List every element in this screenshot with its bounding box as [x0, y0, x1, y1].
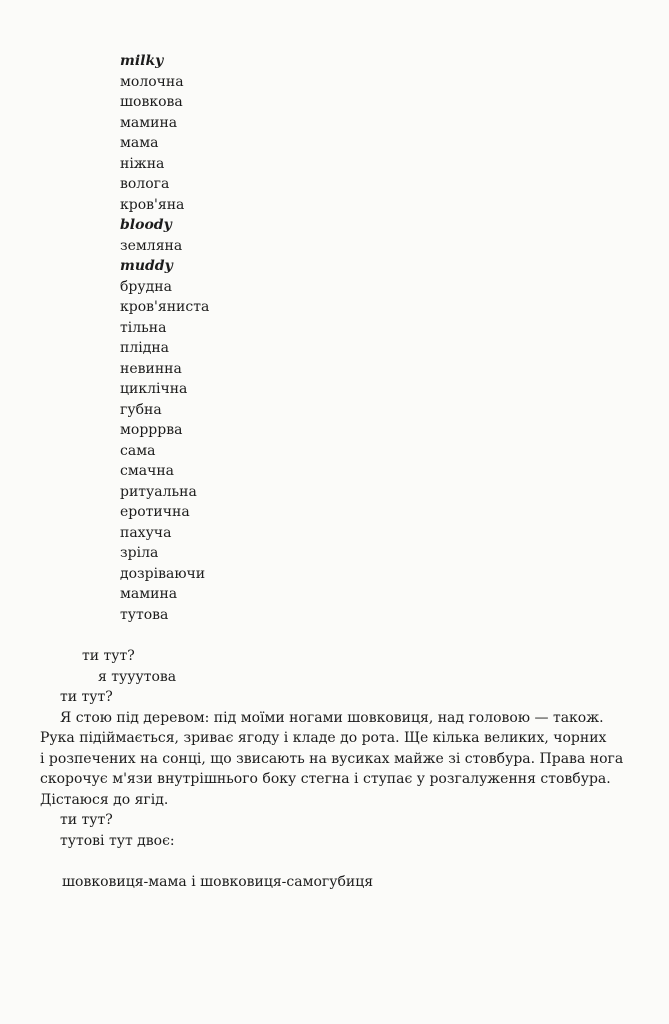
paragraph-line-2: Рука підіймається, зриває ягоду і кладе до рота. Ще кілька великих, чорних [40, 730, 607, 746]
list-item-word: тільна [120, 319, 167, 336]
list-item-word: сама [120, 442, 156, 459]
list-item-word: bloody [120, 217, 172, 233]
list-item-word: смачна [120, 463, 175, 479]
list-item-word: дозріваючи [120, 565, 206, 582]
dialog-question-2: ти тут? [60, 689, 113, 705]
paragraph-line-4: скорочує м'язи внутрішнього боку стегна і ступає у розгалуження стовбура. [40, 771, 611, 787]
list-item-word: кров'яна [120, 196, 185, 213]
closing-line: шовковиця-мама і шовковиця-самогубиця [62, 874, 374, 890]
list-item-word: зріла [120, 545, 159, 561]
dialog-question-3: ти тут? [60, 812, 113, 828]
list-item-word: морррва [120, 422, 183, 438]
paragraph-line-3: і розпечених на сонці, що звисають на вусиках майже зі стовбура. Права нога [40, 750, 624, 767]
list-item-word: плідна [120, 340, 169, 356]
list-item-word: ніжна [120, 155, 165, 172]
list-item-word: циклічна [120, 381, 188, 397]
list-item-word: мамина [120, 114, 178, 131]
list-item-word: кров'яниста [120, 299, 210, 315]
list-item-word: волога [120, 176, 170, 192]
dialog-question-1: ти тут? [82, 648, 135, 664]
list-item-word: молочна [120, 73, 184, 90]
list-item-word: мама [120, 135, 159, 151]
list-item-word: невинна [120, 360, 182, 377]
list-item-word: ритуальна [120, 483, 197, 500]
list-item-word: пахуча [120, 524, 172, 541]
paragraph-line-1: Я стою під деревом: під моїми ногами шовковиця, над головою — також. [60, 709, 604, 726]
list-item-word: milky [120, 53, 164, 69]
list-item-word: брудна [120, 278, 172, 295]
list-item-word: земляна [120, 237, 183, 254]
list-item-word: тутова [120, 606, 169, 623]
list-item-word: еротична [120, 504, 190, 520]
paragraph-line-5: Дістаюся до ягід. [40, 791, 169, 808]
list-item-word: мамина [120, 586, 178, 602]
list-item-word: muddy [120, 258, 173, 274]
dialog-answer-3: тутові тут двоє: [60, 832, 175, 849]
list-item-word: шовкова [120, 94, 183, 110]
dialog-answer-1: я тууутова [98, 668, 177, 685]
list-item-word: губна [120, 401, 162, 418]
